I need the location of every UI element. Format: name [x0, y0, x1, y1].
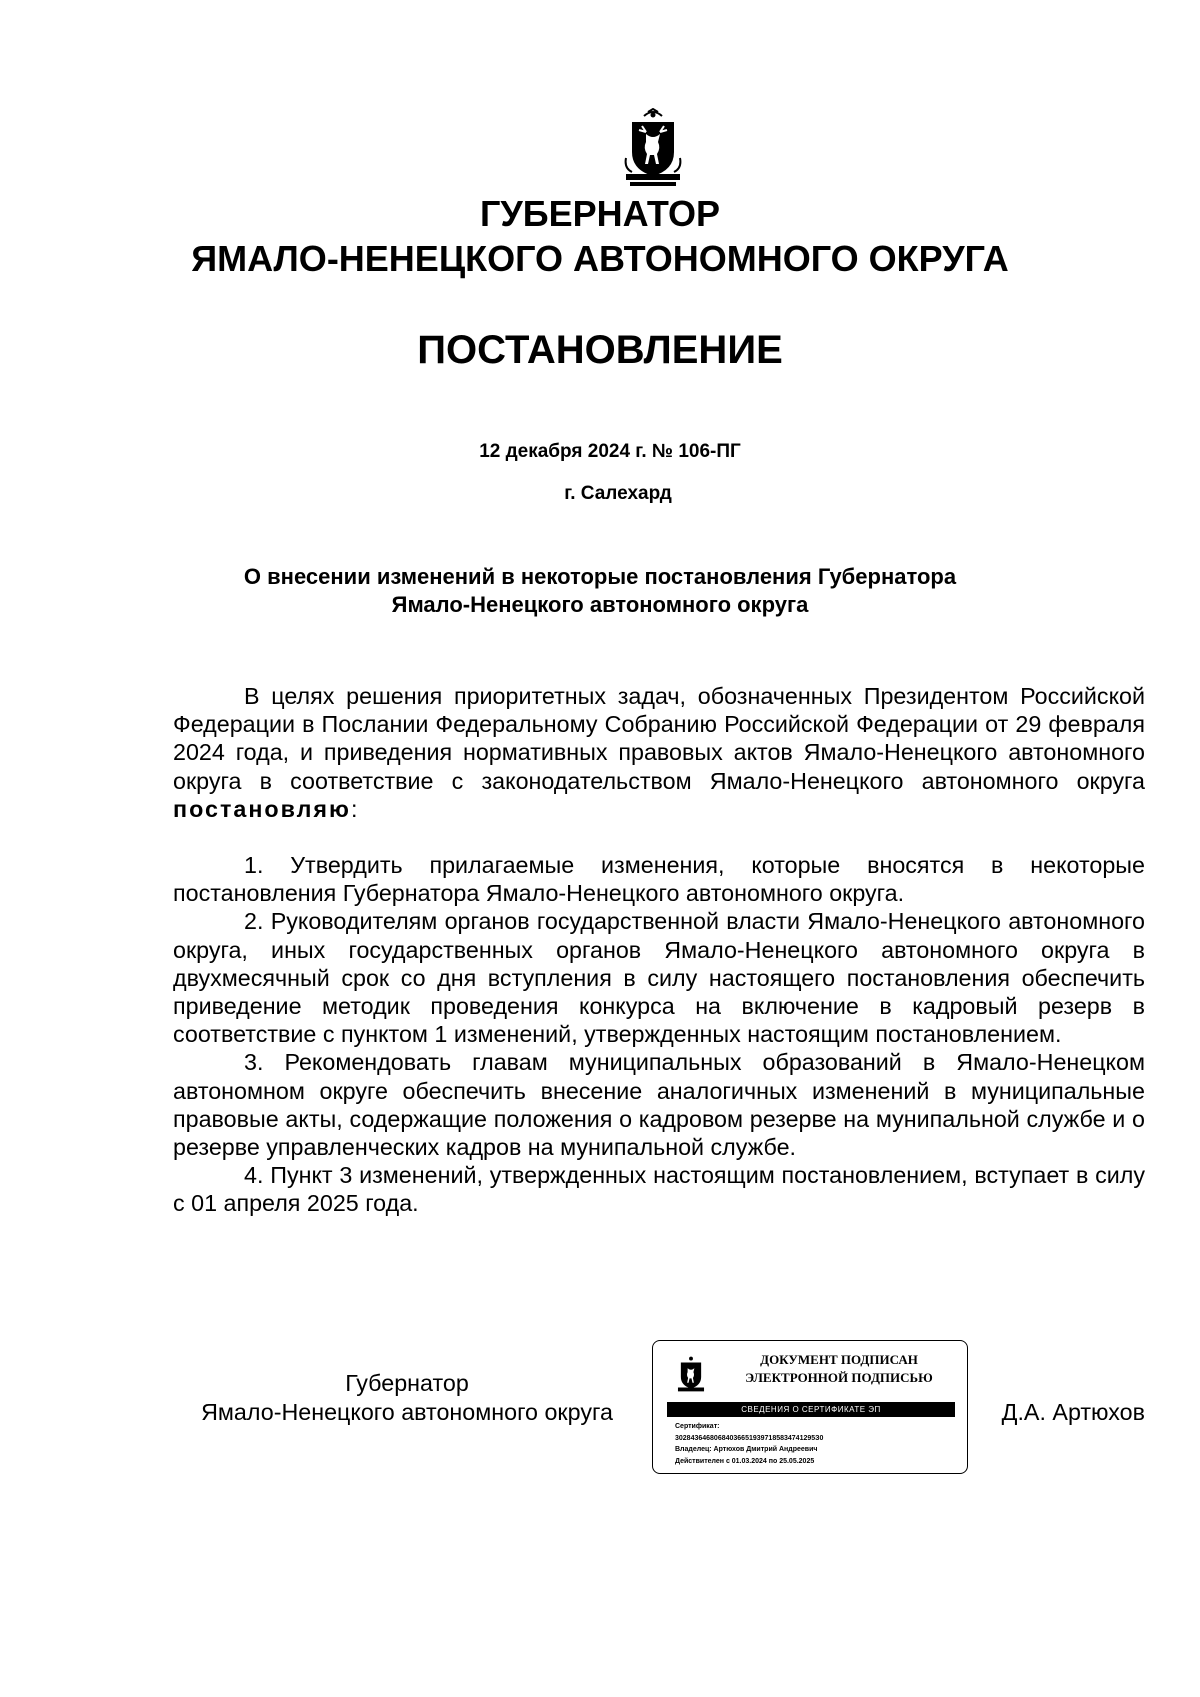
date-and-number: 12 декабря 2024 г. № 106-ПГ: [479, 441, 741, 462]
item-1: 1. Утвердить прилагаемые изменения, которые вносятся в некоторые постановления Губернатора Ямало-Ненецкого автономного округа.: [173, 852, 1145, 907]
signatory-title-line-1: Губернатор: [345, 1370, 469, 1396]
cert-validity: Действителен с 01.03.2024 по 25.05.2025: [675, 1457, 815, 1465]
item-3: 3. Рекомендовать главам муниципальных образований в Ямало-Ненецком автономном округе обеспечить внесение аналогичных изменений в муниципальные правовые акты, содержащие положения о кадровом резерве на мунипальной службе и о резерве управленческих кадров на мунипальной службе.: [173, 1049, 1145, 1161]
signatory-title: [173, 1369, 641, 1427]
document-body: [173, 682, 1145, 1218]
preamble-emphasis: постановляю: [173, 795, 351, 822]
cert-label: Сертификат:: [675, 1423, 720, 1430]
stamp-certificate-info: [675, 1421, 823, 1467]
cert-number: 302843646806840366519397185834741295З0: [675, 1434, 824, 1442]
preamble: [173, 682, 1145, 823]
region-title: ЯМАЛО-НЕНЕЦКОГО АВТОНОМНОГО ОКРУГА: [191, 238, 1009, 279]
subject-line-2: Ямало-Ненецкого автономного округа: [391, 592, 809, 617]
signatory-title-line-2: Ямало-Ненецкого автономного округа: [201, 1399, 613, 1425]
coat-of-arms-icon: [624, 108, 682, 188]
preamble-text: В целях решения приоритетных задач, обозначенных Президентом Российской Федерации в Послании Федеральному Собранию Российской Федерации от 29 февраля 2024 года, и приведения нормативных правовых актов Ямало-Ненецкого автономного округа в соответствие с законодательством Ямало-Ненецкого автономного округа: [173, 683, 1145, 794]
city: г. Салехард: [564, 483, 672, 504]
subject-line-1: О внесении изменений в некоторые постановления Губернатора: [243, 564, 957, 589]
preamble-end: :: [350, 795, 358, 822]
cert-owner: Владелец: Артюхов Дмитрий Андреевич: [675, 1446, 818, 1453]
authority-title: ГУБЕРНАТОР: [479, 193, 720, 234]
coat-of-arms-icon: [677, 1355, 705, 1395]
stamp-heading: [719, 1351, 959, 1387]
item-2: 2. Руководителям органов государственной власти Ямало-Ненецкого автономного округа, иных государственных органов Ямало-Ненецкого автономного округа в двухмесячный срок со дня вступления в силу настоящего постановления обеспечить приведение методик проведения конкурса на включение в кадровый резерв в соответствие с пунктом 1 изменений, утвержденных настоящим постановлением.: [173, 908, 1145, 1048]
stamp-heading-line-2: ЭЛЕКТРОННОЙ ПОДПИСЬЮ: [745, 1370, 933, 1385]
signatory-name: Д.А. Артюхов: [1001, 1399, 1145, 1425]
item-4: 4. Пункт 3 изменений, утвержденных настоящим постановлением, вступает в силу с 01 апреля 2025 года.: [173, 1162, 1145, 1217]
stamp-certificate-bar: СВЕДЕНИЯ О СЕРТИФИКАТЕ ЭП: [667, 1402, 955, 1417]
electronic-signature-stamp: [652, 1340, 968, 1474]
stamp-heading-line-1: ДОКУМЕНТ ПОДПИСАН: [760, 1352, 918, 1367]
document-type: ПОСТАНОВЛЕНИЕ: [417, 328, 783, 372]
